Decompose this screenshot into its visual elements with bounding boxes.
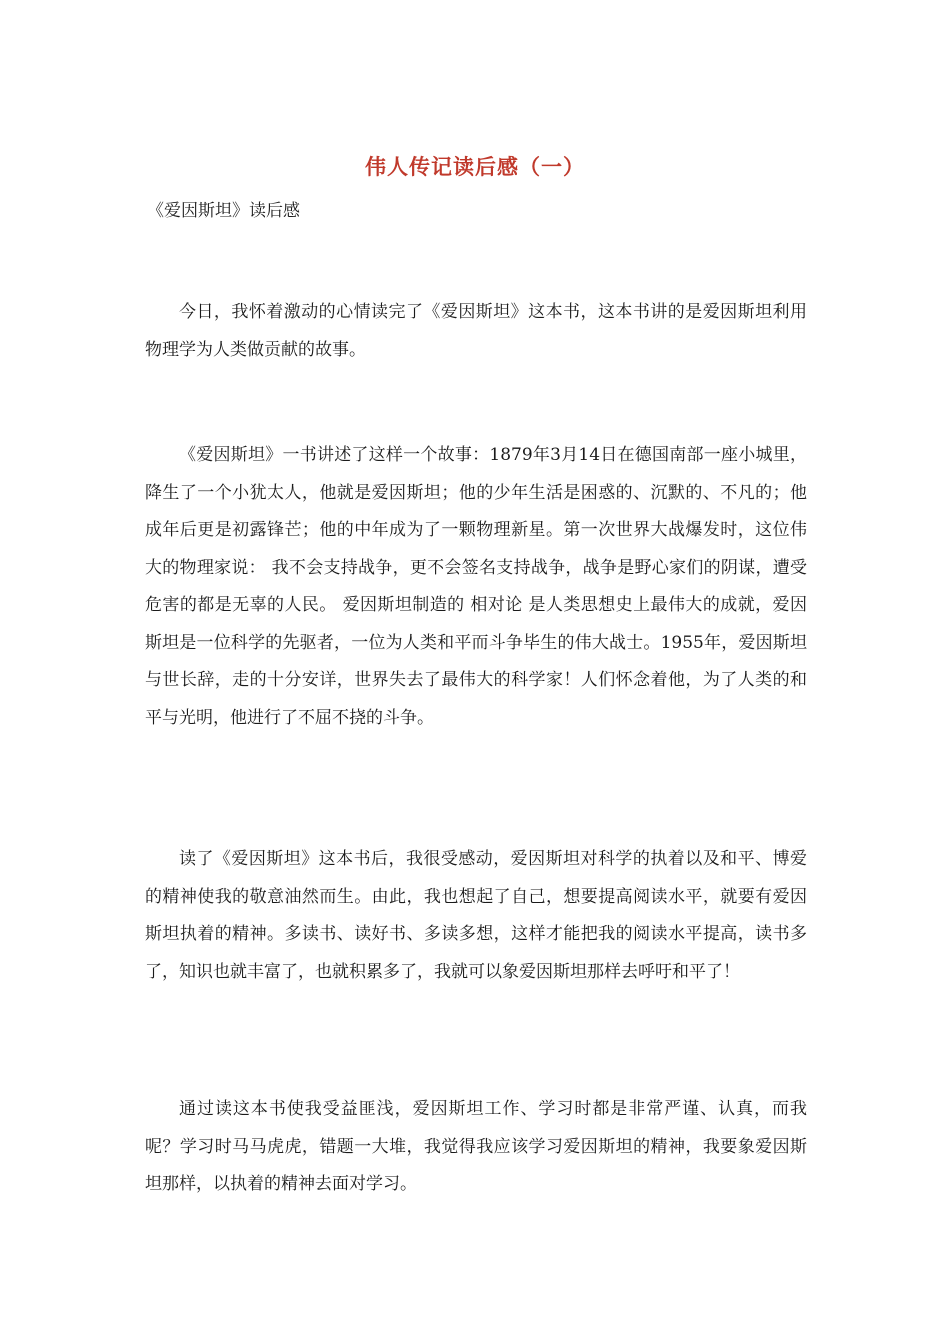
document-subtitle: 《爱因斯坦》读后感 xyxy=(147,201,300,221)
document-title: 伟人传记读后感（一） xyxy=(365,154,585,179)
paragraph-reflection: 读了《爱因斯坦》这本书后，我很受感动，爱因斯坦对科学的执着以及和平、博爱的精神使我的敬意油然而生。由此，我也想起了自己，想要提高阅读水平，就要有爱因斯坦执着的精神。多读书、读好书、多读多想，这样才能把我的阅读水平提高，读书多了，知识也就丰富了，也就积累多了，我就可以象爱因斯坦那样去呼吁和平了！ xyxy=(145,849,807,982)
paragraph-conclusion: 通过读这本书使我受益匪浅，爱因斯坦工作、学习时都是非常严谨、认真，而我呢？学习时马马虎虎，错题一大堆，我觉得我应该学习爱因斯坦的精神，我要象爱因斯坦那样，以执着的精神去面对学习。 xyxy=(145,1099,807,1194)
paragraph-intro: 今日，我怀着激动的心情读完了《爱因斯坦》这本书，这本书讲的是爱因斯坦利用物理学为人类做贡献的故事。 xyxy=(145,302,807,360)
paragraph-story: 《爱因斯坦》一书讲述了这样一个故事：1879年3月14日在德国南部一座小城里，降生了一个小犹太人，他就是爱因斯坦；他的少年生活是困惑的、沉默的、不凡的；他成年后更是初露锋芒；他的中年成为了一颗物理新星。第一次世界大战爆发时，这位伟大的物理家说： 我不会支持战争，更不会签名支持战争，战争是野心家们的阴谋，遭受危害的都是无辜的人民。 爱因斯坦制造的 相对论 是人类思想史上最伟大的成就，爱因斯坦是一位科学的先驱者，一位为人类和平而斗争毕生的伟大战士。1955年，爱因斯坦与世长辞，走的十分安详，世界失去了最伟大的科学家！人们怀念着他，为了人类的和平与光明，他进行了不屈不挠的斗争。 xyxy=(145,445,807,728)
